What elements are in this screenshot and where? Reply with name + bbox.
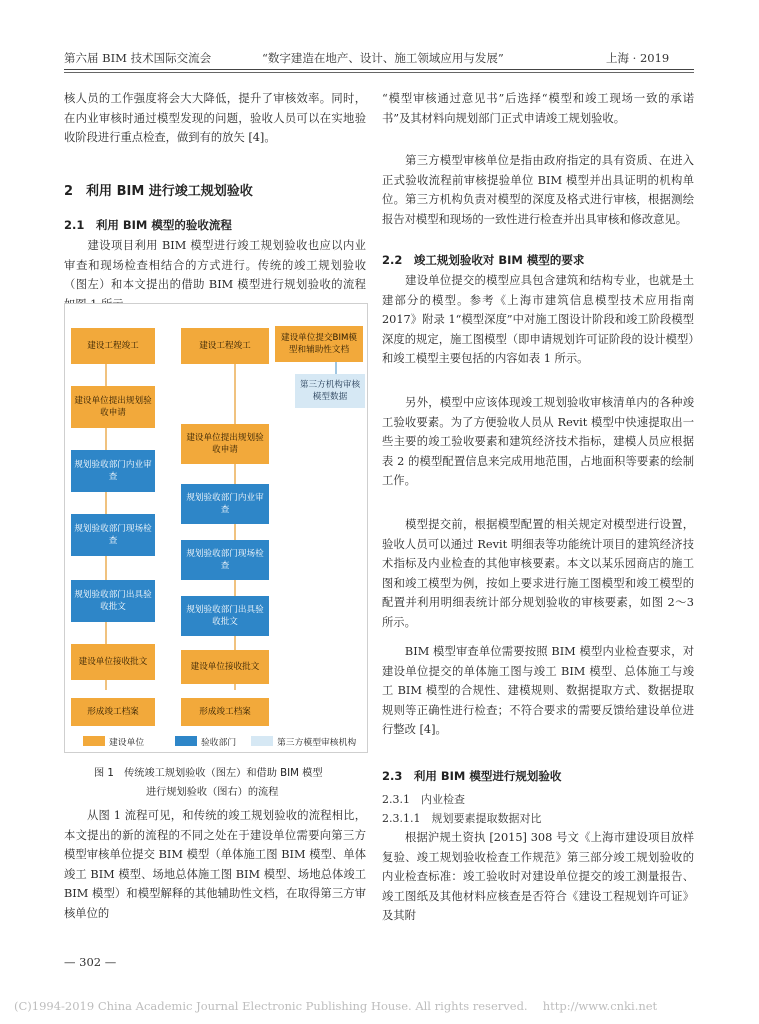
left-box-archive: 形成竣工档案 [71,698,155,726]
left-box-site-inspection: 规划验收部门现场检查 [71,514,155,556]
legend-label-builder: 建设单位 [109,738,145,748]
right-para-7: 根据沪规土资执 [2015] 308 号文《上海市建设项目放样复验、竣工规划验收检查工作规范》第三部分竣工规划验收的内业检查标准：竣工验收时对建设单位提交的竣工测量报告、竣工图纸及其他材料应核查是否符合《建设工程规划许可证》及其附 [382,831,694,923]
right-para-3: 建设单位提交的模型应具包含建筑和结构专业，也就是土建部分的模型。参考《上海市建筑信息模型技术应用指南 2017》附录 1“模型深度”中对施工图设计阶段和竣工阶段模型深度的规定，施工图模型（即申请规划许可证阶段的设计模型）和竣工模型主要包括的内容如表 1 所示。 [382,274,694,366]
section-2-title: 2 利用 BIM 进行竣工规划验收 [64,184,253,199]
copyright-footer: (C)1994-2019 China Academic Journal Electronic Publishing House. All rights reserved. http://www.cnki.net [14,999,658,1013]
right-para-5: 模型提交前，根据模型配置的相关规定对模型进行设置，验收人员可以通过 Revit 明细表等功能统计项目的建筑经济技术指标及内业检查的其他审核要素。本文以某乐园商店的施工图和竣工模型为例，按如上要求进行施工图模型和竣工模型的配置并利用明细表统计部分规划验收的审核要素，如图 2～3 所示。 [382,518,694,629]
section-2-3-1-1-title: 2.3.1.1 规划要素提取数据对比 [382,812,542,825]
intro-paragraph: 核人员的工作强度将会大大降低，提升了审核效率。同时，在内业审核时通过模型发现的问题，验收人员可以在实地验收阶段进行重点检查，做到有的放矢 [4]。 [64,92,366,145]
right-box-approval: 规划验收部门出具验收批文 [181,596,269,636]
legend-swatch-dept [175,736,197,746]
right-para-6: BIM 模型审查单位需要按照 BIM 模型内业检查要求，对建设单位提交的单体施工图与竣工 BIM 模型、总体施工与竣工 BIM 模型的合规性、建模规则、数据提取方式、数据提取规则等正确性进行检查；不符合要求的需要反馈给建设单位进行整改 [4]。 [382,645,694,737]
section-2-1-title: 2.1 利用 BIM 模型的验收流程 [64,218,232,232]
right-box-application: 建设单位提出规划验收申请 [181,424,269,464]
legend-swatch-third-party [251,736,273,746]
section-2-2-title: 2.2 竣工规划验收对 BIM 模型的要求 [382,253,585,267]
left-box-application: 建设单位提出规划验收申请 [71,386,155,428]
right-box-archive: 形成竣工档案 [181,698,269,726]
after-figure-paragraph: 从图 1 流程可见，和传统的竣工规划验收的流程相比，本文提出的新的流程的不同之处在于建设单位需要向第三方模型审核单位提交 BIM 模型（单体施工图 BIM 模型、单体竣工 BIM 模型、场地总体施工图 BIM 模型、场地总体竣工 BIM 模型）和模型解释的其他辅助性文档，在取得第三方审核单位的 [64,809,366,920]
header-conference: 第六届 BIM 技术国际交流会 [64,51,212,65]
legend-label-third-party: 第三方模型审核机构 [277,738,357,748]
figure-1-flowchart [64,303,368,753]
legend-swatch-builder [83,736,105,746]
left-box-internal-review: 规划验收部门内业审查 [71,450,155,492]
page-number: — 302 — [64,955,117,969]
legend-label-dept: 验收部门 [201,738,237,748]
left-box-completion: 建设工程竣工 [71,328,155,364]
left-box-approval: 规划验收部门出具验收批文 [71,580,155,622]
right-box-internal-review: 规划验收部门内业审查 [181,484,269,524]
header-location-year: 上海 · 2019 [606,51,670,65]
figure-caption-line1: 图 1 传统竣工规划验收（图左）和借助 BIM 模型 [94,768,323,779]
right-box-completion: 建设工程竣工 [181,328,269,364]
figure-caption-line2: 进行规划验收（图右）的流程 [146,787,279,798]
header-rule-thin [64,72,694,73]
header-theme: “数字建造在地产、设计、施工领域应用与发展” [262,51,504,65]
right-box-submit-bim: 建设单位提交BIM模型和辅助性文档 [275,326,363,362]
right-para-1: “模型审核通过意见书”后选择“模型和竣工现场一致的承诺书”及其材料向规划部门正式申请竣工规划验收。 [382,92,694,125]
right-box-receive: 建设单位接收批文 [181,650,269,684]
section-2-1-paragraph: 建设项目利用 BIM 模型进行竣工规划验收也应以内业审查和现场检查相结合的方式进行。传统的竣工规划验收（图左）和本文提出的借助 BIM 模型进行规划验收的流程 [64,239,366,292]
right-box-third-party-review: 第三方机构审核模型数据 [295,374,365,408]
right-box-site-inspection: 规划验收部门现场检查 [181,540,269,580]
right-flow-connector [234,360,236,690]
left-box-receive: 建设单位接收批文 [71,644,155,680]
right-para-2: 第三方模型审核单位是指由政府指定的具有资质、在进入正式验收流程前审核提验单位 BIM 模型并出具证明的机构单位。第三方机构负责对模型的深度及格式进行审核，根据测绘报告对模型和现场的一致性进行检查并出具审核和修改意见。 [382,154,694,226]
right-para-4: 另外，模型中应该体现竣工规划验收审核清单内的各种竣工验收要素。为了方便验收人员从 Revit 模型中快速提取出一些主要的竣工验收要素和建筑经济技术指标，建模人员应根据表 2 的模型配置信息来完成用地范围，占地面积等要素的绘制工作。 [382,396,694,488]
header-rule [64,69,694,70]
section-2-3-1-title: 2.3.1 内业检查 [382,793,465,806]
section-2-3-title: 2.3 利用 BIM 模型进行规划验收 [382,769,562,783]
